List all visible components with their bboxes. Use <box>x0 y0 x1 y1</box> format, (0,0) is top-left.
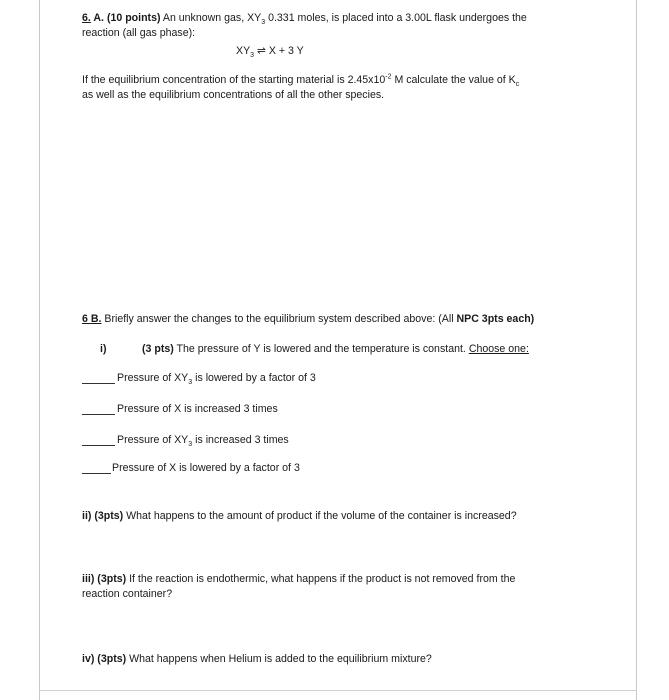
question-text-1: An unknown gas, XY <box>160 12 262 24</box>
subquestion-iii-line2: reaction container? <box>82 588 173 600</box>
question-part: A. <box>90 12 104 24</box>
answer-blank[interactable] <box>82 414 115 415</box>
option-text: Pressure of X is lowered by a factor of 3 <box>112 462 300 474</box>
question-points: NPC 3pts each) <box>456 313 535 325</box>
subquestion-text: If the reaction is endothermic, what happens if the product is not removed from the <box>126 573 516 585</box>
reaction-reactant: XY <box>236 45 251 57</box>
option-text: is lowered by a factor of 3 <box>192 372 316 384</box>
subquestion-i-label: i) <box>100 343 107 355</box>
reaction-equation <box>236 45 304 58</box>
question-6b-header <box>82 313 534 326</box>
page-bottom-border <box>39 690 637 691</box>
question-text: Briefly answer the changes to the equilibrium system described above: (All <box>101 313 457 325</box>
option-2 <box>117 403 278 416</box>
subquestion-text: What happens when Helium is added to the equilibrium mixture? <box>126 653 432 665</box>
superscript: -2 <box>385 73 392 81</box>
subquestion-iv <box>82 653 432 666</box>
subscript: 3 <box>188 441 193 449</box>
page-right-border <box>636 0 637 700</box>
equilibrium-arrow: ⇌ <box>257 45 266 57</box>
question-6a-paragraph-2: as well as the equilibrium concentrations of all the other species. <box>82 89 385 101</box>
option-4 <box>112 462 300 475</box>
question-number: 6 B. <box>82 313 102 325</box>
question-6a-header <box>82 12 527 25</box>
option-text: Pressure of XY <box>117 434 189 446</box>
subquestion-label: iv) (3pts) <box>82 653 127 665</box>
option-1 <box>117 372 316 385</box>
subscript: 3 <box>250 52 255 60</box>
question-text-2: 0.331 moles, is placed into a 3.00L flask undergoes the <box>265 12 527 24</box>
question-points: (10 points) <box>104 12 161 24</box>
question-6a-paragraph-1 <box>82 74 519 87</box>
question-6a-line2: reaction (all gas phase): <box>82 27 196 39</box>
subquestion-text: What happens to the amount of product if the volume of the container is increased? <box>123 510 517 522</box>
option-3 <box>117 434 289 447</box>
para-text: If the equilibrium concentration of the starting material is 2.45x10 <box>82 74 386 86</box>
question-number: 6. <box>82 12 91 24</box>
reaction-products: X + 3 Y <box>265 45 304 57</box>
subquestion-points: (3 pts) <box>142 343 174 355</box>
subquestion-prompt: The pressure of Y is lowered and the temperature is constant. <box>173 343 469 355</box>
option-text: Pressure of X is increased 3 times <box>117 403 278 415</box>
subscript: 3 <box>261 19 266 27</box>
answer-blank[interactable] <box>82 473 111 474</box>
choose-one-label: Choose one: <box>468 343 529 355</box>
answer-blank[interactable] <box>82 383 115 384</box>
subscript: c <box>515 81 520 89</box>
subquestion-i-text <box>142 343 529 356</box>
option-text: is increased 3 times <box>192 434 289 446</box>
answer-blank[interactable] <box>82 445 115 446</box>
para-text: M calculate the value of K <box>391 74 516 86</box>
subquestion-iii <box>82 573 515 586</box>
subquestion-label: ii) (3pts) <box>82 510 124 522</box>
page-left-border <box>39 0 40 700</box>
subscript: 3 <box>188 379 193 387</box>
subquestion-label: iii) (3pts) <box>82 573 127 585</box>
option-text: Pressure of XY <box>117 372 189 384</box>
subquestion-ii <box>82 510 517 523</box>
